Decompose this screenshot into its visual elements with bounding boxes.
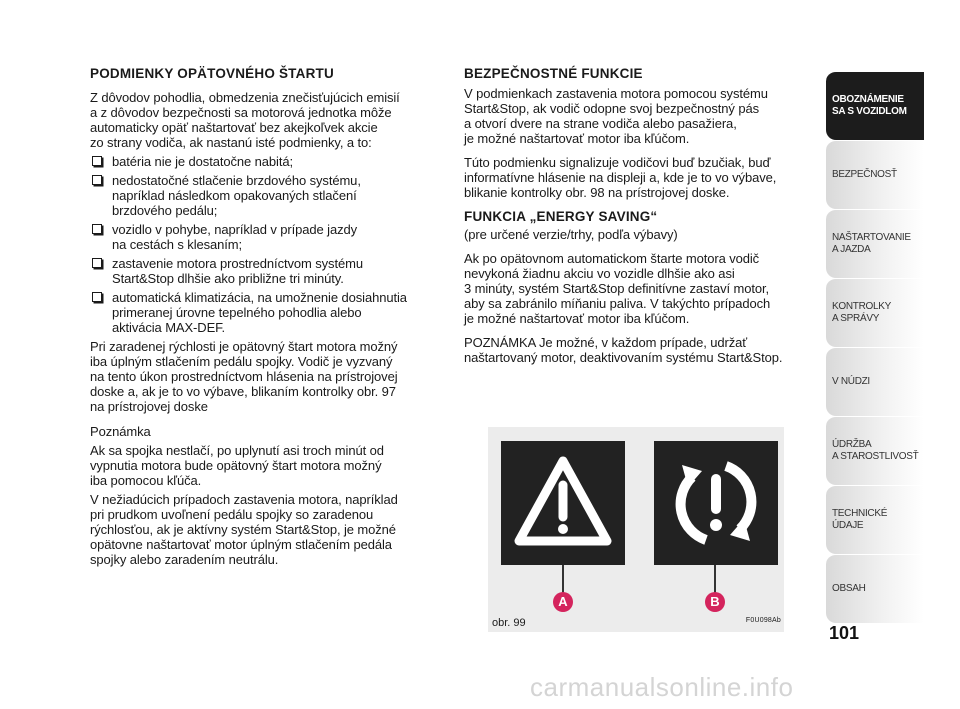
tab-technical-data[interactable]: TECHNICKÉ ÚDAJE — [826, 485, 924, 554]
right-column — [464, 66, 820, 369]
energy-saving-paragraph: Ak po opätovnom automatickom štarte motora vodič nevykoná žiadnu akciu vo vozidle dlhšie ako asi 3 minúty, systém Start&Stop definitívne zastaví motor, aby sa zabránilo míňaniu paliva. V takýchto prípadoch je možné naštartovať motor iba kľúčom. — [464, 251, 771, 326]
tab-emergency[interactable]: V NÚDZI — [826, 347, 924, 416]
checkbox-bullet-icon — [92, 156, 102, 166]
tab-maintenance[interactable]: ÚDRŽBA A STAROSTLIVOSŤ — [826, 416, 924, 485]
warning-triangle-icon — [501, 441, 625, 565]
tab-getting-to-know[interactable]: OBOZNÁMENIE SA S VOZIDLOM — [826, 71, 924, 140]
energy-saving-subheading: (pre určené verzie/trhy, podľa výbavy) — [464, 227, 678, 242]
left-column — [90, 66, 450, 571]
leader-line-b — [714, 565, 716, 595]
restart-conditions-heading: PODMIENKY OPÄTOVNÉHO ŠTARTU — [90, 66, 334, 81]
note-paragraph: Ak sa spojka nestlačí, po uplynutí asi troch minút od vypnutia motora bude opätovný štart motora možný iba pomocou kľúča. — [90, 443, 384, 488]
list-item: nedostatočné stlačenie brzdového systému, napríklad následkom opakovaných stlačení brzdového pedálu; — [90, 173, 450, 218]
warning-panel-a — [501, 441, 625, 565]
safety-functions-heading: BEZPEČNOSTNÉ FUNKCIE — [464, 66, 643, 81]
safety-paragraph-2: Túto podmienku signalizuje vodičovi buď bzučiak, buď informatívne hlásenie na displeji a, kde je to vo výbave, blikanie kontrolky obr. 98 na prístrojovej doske. — [464, 155, 777, 200]
clutch-paragraph: Pri zaradenej rýchlosti je opätovný štart motora možný iba úplným stlačením pedálu spojky. Vodič je vyzvaný na tento úkon prostredníctvom hlásenia na prístrojovej doske a, ak je to vo výbave, blikaním kontrolky obr. 97 na prístrojovej doske — [90, 339, 398, 414]
checkbox-bullet-icon — [92, 258, 102, 268]
note-paragraph-right: POZNÁMKA Je možné, v každom prípade, udržať naštartovaný motor, deaktivovaním systému Start&Stop. — [464, 335, 783, 365]
start-stop-panel-b — [654, 441, 778, 565]
stall-paragraph: V nežiadúcich prípadoch zastavenia motora, napríklad pri prudkom uvoľnení pedálu spojky so zaradenou rýchlosťou, ak je aktívny systém Start&Stop, je možné opätovne naštartovať motor úplným stlačením pedála spojky alebo zaradením neutrálu. — [90, 492, 398, 567]
leader-line-a — [562, 565, 564, 595]
watermark: carmanualsonline.info — [530, 672, 794, 702]
start-stop-warning-icon — [654, 441, 778, 565]
tab-starting-driving[interactable]: NAŠTARTOVANIE A JAZDA — [826, 209, 924, 278]
conditions-list — [90, 154, 450, 335]
figure-code: F0U098Ab — [745, 617, 781, 624]
list-item: vozidlo v pohybe, napríklad v prípade jazdy na cestách s klesaním; — [90, 222, 450, 252]
page-number: 101 — [829, 623, 860, 643]
list-item: batéria nie je dostatočne nabitá; — [90, 154, 450, 169]
note-label: Poznámka — [90, 424, 151, 439]
chapter-tabs — [826, 71, 924, 623]
marker-a: A — [553, 592, 573, 612]
tab-safety[interactable]: BEZPEČNOSŤ — [826, 140, 924, 209]
figure-99 — [488, 427, 784, 632]
list-item: zastavenie motora prostredníctvom systému Start&Stop dlhšie ako približne tri minúty. — [90, 256, 450, 286]
energy-saving-heading: FUNKCIA „ENERGY SAVING“ — [464, 209, 658, 224]
list-item: automatická klimatizácia, na umožnenie dosiahnutia primeranej úrovne tepelného pohodlia alebo aktivácia MAX-DEF. — [90, 290, 450, 335]
intro-paragraph: Z dôvodov pohodlia, obmedzenia znečisťujúcich emisií a z dôvodov bezpečnosti sa motorová jednotka môže automaticky opäť naštartovať bez akejkoľvek akcie zo strany vodiča, ak nastanú isté podmienky, a to: — [90, 90, 400, 150]
checkbox-bullet-icon — [92, 292, 102, 302]
figure-caption: obr. 99 — [492, 617, 526, 629]
checkbox-bullet-icon — [92, 175, 102, 185]
safety-paragraph-1: V podmienkach zastavenia motora pomocou systému Start&Stop, ak vodič odopne svoj bezpečnostný pás a otvorí dvere na strane vodiča alebo pasažiera, je možné naštartovať motor iba kľúčom. — [464, 86, 768, 146]
marker-b: B — [705, 592, 725, 612]
tab-warning-lights[interactable]: KONTROLKY A SPRÁVY — [826, 278, 924, 347]
checkbox-bullet-icon — [92, 224, 102, 234]
tab-contents[interactable]: OBSAH — [826, 554, 924, 623]
